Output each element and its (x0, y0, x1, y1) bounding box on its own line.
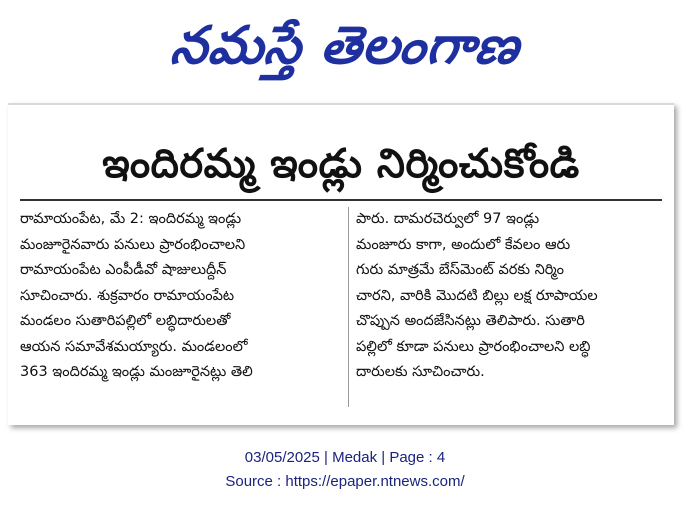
article-headline: ఇందిరమ్మ ఇండ్లు నిర్మించుకోండి (102, 141, 580, 187)
article-line: ఆయన సమావేశమయ్యారు. మండలంలో (20, 338, 248, 355)
headline-rule (20, 199, 662, 201)
article-line: మంజూరైనవారు పనులు ప్రారంభించాలని (20, 236, 246, 253)
article-column-left (20, 207, 340, 386)
article-line: దారులకు సూచించారు. (356, 364, 485, 380)
article-line: 363 ఇందిరమ్మ ఇండ్లు మంజూరైనట్లు తెలి (20, 364, 253, 380)
article-line: రామాయంపేట, మే 2: ఇందిరమ్మ ఇండ్లు (20, 211, 242, 227)
newspaper-logo: నమస్తే తెలంగాణ (167, 16, 523, 76)
article-line: మండలం సుతారిపల్లిలో లబ్ధిదారులతో (20, 313, 231, 329)
article-line: పల్లిలో కూడా పనులు ప్రారంభించాలని లబ్ధి (356, 338, 591, 355)
column-divider (348, 207, 349, 407)
article-line: గురు మాత్రమే బేస్‌మెంట్ వరకు నిర్మిం (356, 262, 564, 278)
article-clipping (8, 103, 674, 425)
article-line: సూచించారు. శుక్రవారం రామాయంపేట (20, 287, 235, 304)
source-footer (0, 446, 690, 494)
masthead (0, 0, 690, 92)
article-column-right (356, 207, 662, 386)
article-line: చారని, వారికి మొదటి బిల్లు లక్ష రూపాయల (356, 287, 598, 304)
source-url: Source : https://epaper.ntnews.com/ (225, 473, 465, 490)
article-line: రామాయంపేట ఎంపీడీవో షాజులుద్దీన్ (20, 262, 227, 278)
article-line: మంజూరు కాగా, అందులో కేవలం ఆరు (356, 236, 571, 253)
article-line: పారు. దామరచెర్వులో 97 ఇండ్లు (356, 211, 540, 227)
article-line: చొప్పున అందజేసినట్లు తెలిపారు. సుతారి (356, 313, 585, 329)
edition-info: 03/05/2025 | Medak | Page : 4 (244, 449, 446, 466)
